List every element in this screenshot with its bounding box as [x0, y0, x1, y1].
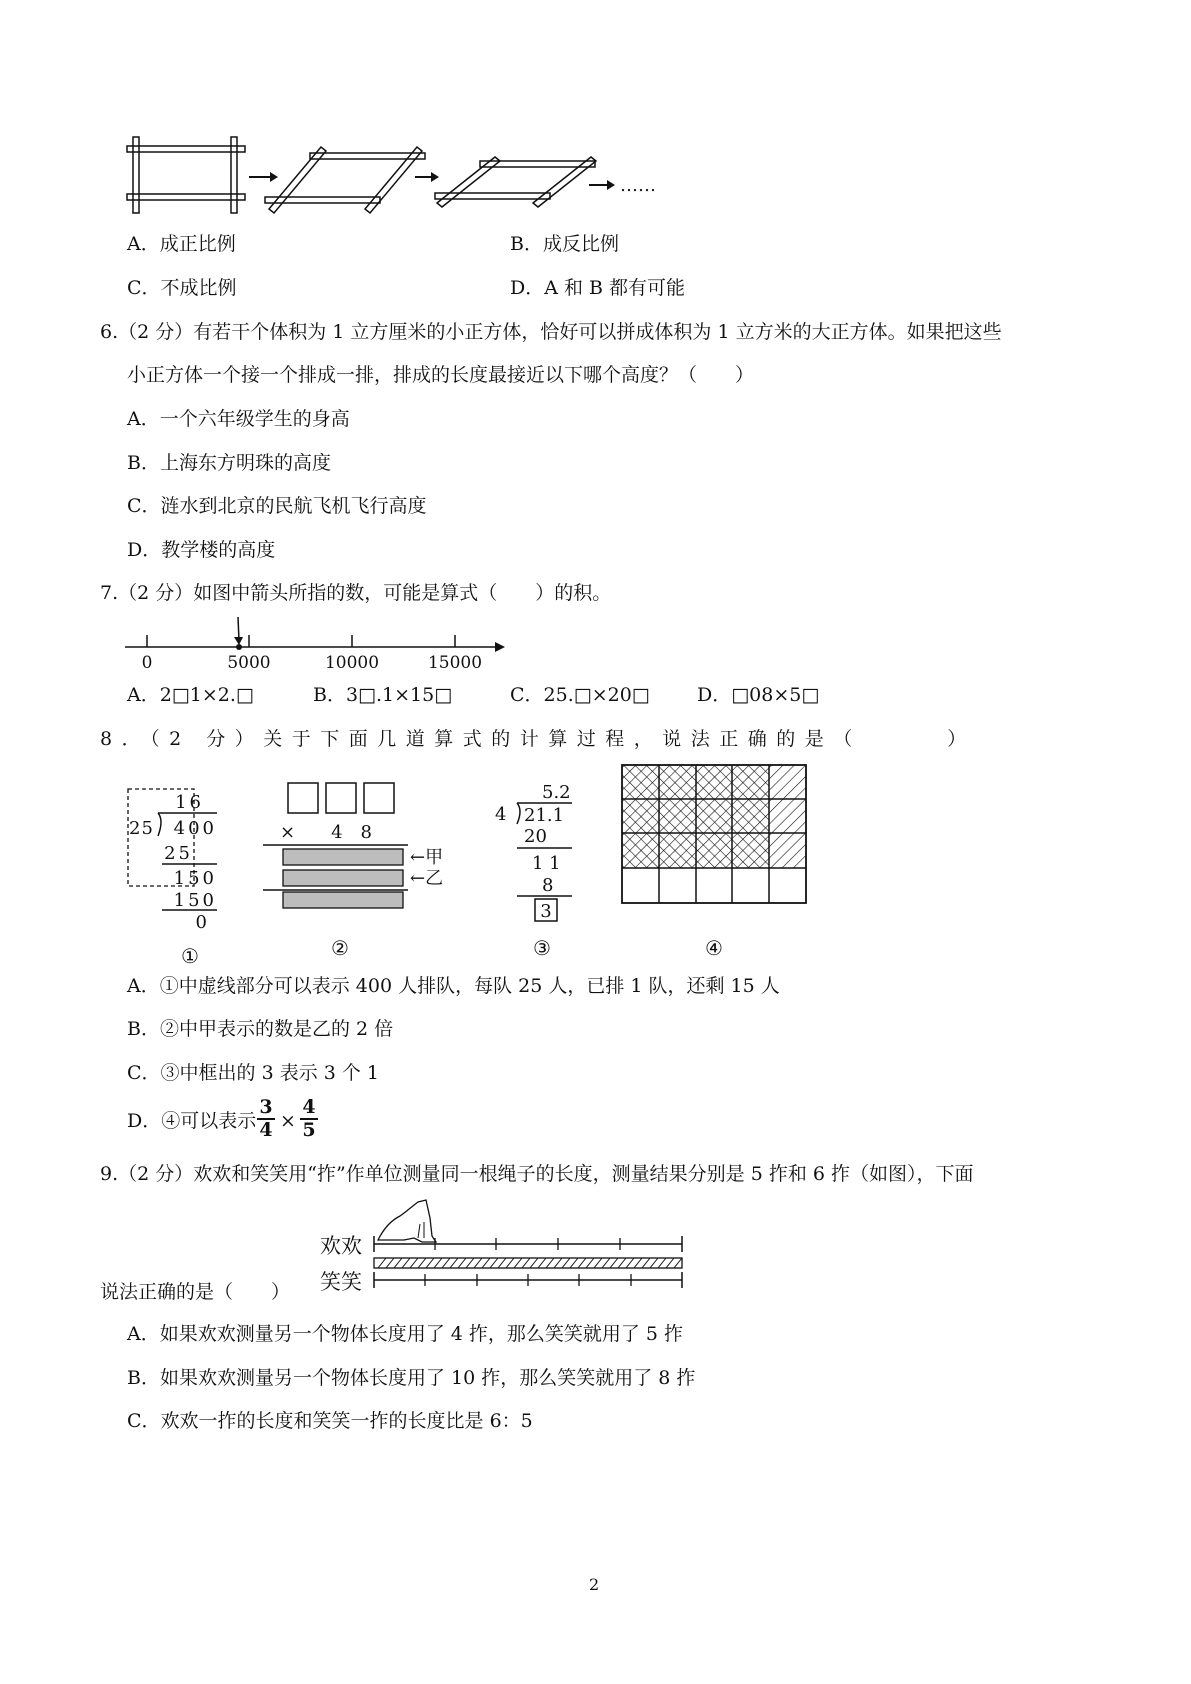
fig2-label: ② — [331, 936, 349, 960]
fig2-yi-label: ←乙 — [410, 868, 444, 889]
fig3-label: ③ — [533, 936, 551, 960]
q7-number-line — [125, 615, 515, 675]
q8-figure-1 — [120, 782, 230, 972]
q9-label-xiaoxiao: 笑笑 — [320, 1270, 362, 1294]
q8-option-b[interactable]: B．②中甲表示的数是乙的 2 倍 — [127, 1018, 394, 1040]
q9-option-c[interactable]: C．欢欢一拃的长度和笑笑一拃的长度比是 6：5 — [127, 1410, 533, 1432]
q8-figure-4 — [618, 760, 818, 960]
q5-frame-figure — [125, 135, 685, 215]
q7-axis-label-10000: 10000 — [324, 653, 380, 673]
fig3-step1: 20 — [524, 826, 547, 847]
q8-option-d[interactable] — [127, 1110, 256, 1133]
fraction-2-numerator: 4 — [302, 1096, 316, 1118]
q7-axis-label-15000: 15000 — [427, 653, 483, 673]
q8-option-c[interactable]: C．③中框出的 3 表示 3 个 1 — [127, 1062, 380, 1084]
fraction-2-denominator: 5 — [302, 1119, 316, 1141]
q8-option-d-fraction-2 — [300, 1098, 318, 1140]
fraction-1-numerator: 3 — [259, 1096, 273, 1118]
q7-option-a[interactable]: A．2□1×2.□ — [127, 684, 254, 706]
fig2-multiplier-row: × 4 8 — [280, 822, 372, 843]
fig3-step3: 8 — [542, 875, 554, 896]
fig1-step3: 150 — [173, 890, 217, 911]
q7-axis-label-5000: 5000 — [227, 653, 271, 673]
q7-option-c[interactable]: C．25.□×20□ — [510, 684, 650, 706]
q7-stem: 7.（2 分）如图中箭头所指的数，可能是算式（ ）的积。 — [100, 582, 612, 604]
q5-option-c[interactable]: C．不成比例 — [127, 277, 237, 299]
q9-option-b[interactable]: B．如果欢欢测量另一个物体长度用了 10 拃，那么笑笑就用了 8 拃 — [127, 1367, 696, 1389]
q8-stem: 8．（2 分）关于下面几道算式的计算过程，说法正确的是（ ） — [100, 728, 976, 750]
q6-option-a[interactable]: A．一个六年级学生的身高 — [127, 408, 350, 430]
fig1-remainder: 0 — [195, 912, 207, 933]
q8-figure-3 — [490, 778, 600, 973]
fig1-quotient: 16 — [175, 792, 204, 813]
fig2-jia-label: ←甲 — [410, 847, 444, 868]
q8-figure-2 — [258, 778, 488, 973]
q7-axis-label-0: 0 — [141, 653, 153, 673]
q6-option-b[interactable]: B．上海东方明珠的高度 — [127, 452, 331, 474]
q6-stem-line2: 小正方体一个接一个排成一排，排成的长度最接近以下哪个高度？（ ） — [127, 364, 755, 386]
q9-span-figure — [318, 1198, 698, 1303]
fraction-1-denominator: 4 — [259, 1119, 273, 1141]
q9-stem-cont: 说法正确的是（ ） — [100, 1281, 291, 1303]
page-number: 2 — [589, 1575, 600, 1594]
q7-option-b[interactable]: B．3□.1×15□ — [313, 684, 453, 706]
fig3-divisor: 4 — [495, 804, 507, 825]
q8-option-d-text: D．④可以表示 — [127, 1110, 257, 1132]
q8-option-d-times: × — [280, 1110, 296, 1132]
q9-option-a[interactable]: A．如果欢欢测量另一个物体长度用了 4 拃，那么笑笑就用了 5 拃 — [127, 1323, 684, 1345]
fig3-quotient: 5.2 — [542, 782, 571, 803]
q5-ellipsis: …… — [620, 175, 656, 196]
fig3-dividend: 21.1 — [524, 805, 565, 826]
q8-option-d-fraction-1 — [257, 1098, 275, 1140]
q5-option-a[interactable]: A．成正比例 — [127, 233, 236, 255]
q8-option-a[interactable]: A．①中虚线部分可以表示 400 人排队，每队 25 人，已排 1 队，还剩 15 人 — [127, 975, 780, 997]
q7-option-d[interactable]: D．□08×5□ — [697, 684, 820, 706]
q9-label-huanhuan: 欢欢 — [320, 1234, 362, 1258]
fig1-label: ① — [181, 944, 199, 968]
fig1-step2: 150 — [173, 868, 217, 889]
q5-option-b[interactable]: B．成反比例 — [510, 233, 619, 255]
fig1-divisor: 25 — [129, 818, 154, 839]
q5-option-d[interactable]: D．A 和 B 都有可能 — [510, 277, 686, 299]
fig3-step2: 1 1 — [532, 853, 561, 874]
q6-option-c[interactable]: C．涟水到北京的民航飞机飞行高度 — [127, 495, 427, 517]
fig1-dividend: 400 — [173, 818, 217, 839]
q6-option-d[interactable]: D．教学楼的高度 — [127, 539, 276, 561]
fig1-step1: 25 — [164, 843, 193, 864]
q9-stem: 9.（2 分）欢欢和笑笑用“拃”作单位测量同一根绳子的长度，测量结果分别是 5 拃和 6 拃（如图），下面 — [100, 1163, 974, 1185]
fig3-boxed-digit: 3 — [540, 901, 552, 922]
fig4-label: ④ — [705, 936, 723, 960]
q6-stem-line1: 6.（2 分）有若干个体积为 1 立方厘米的小正方体，恰好可以拼成体积为 1 立方米的大正方体。如果把这些 — [100, 321, 1002, 343]
